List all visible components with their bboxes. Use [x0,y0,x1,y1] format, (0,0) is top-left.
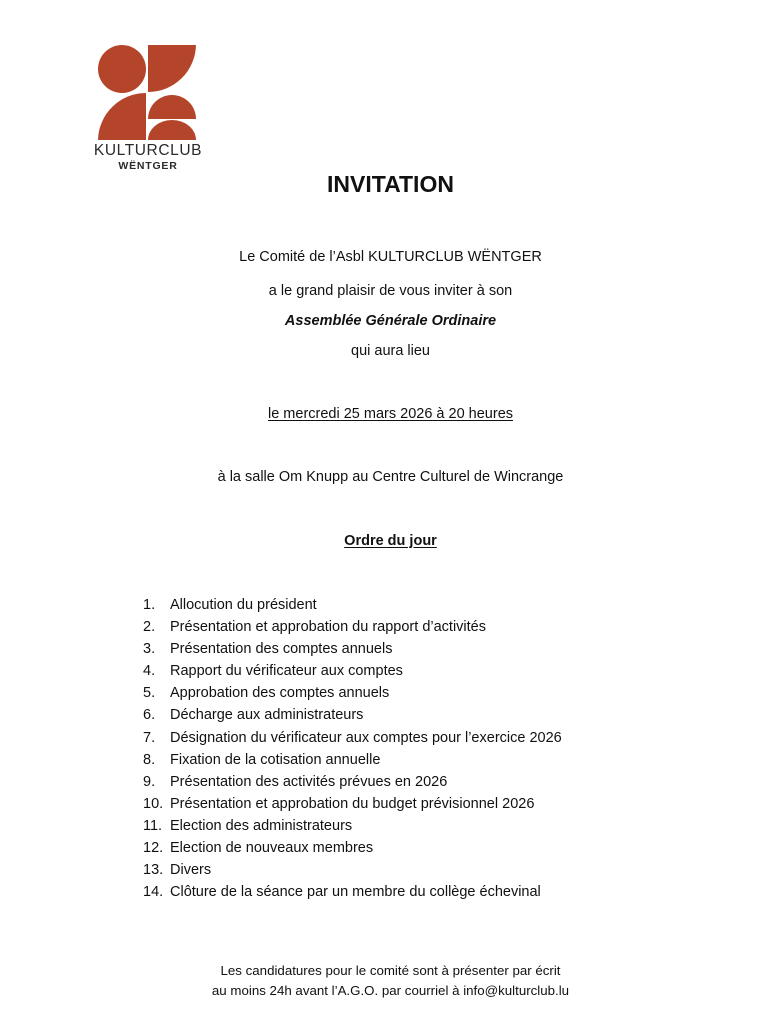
agenda-item: 2. Présentation et approbation du rapport d’activités [143,619,486,636]
event-name: Assemblée Générale Ordinaire [284,313,497,329]
event-date: le mercredi 25 mars 2026 à 20 heures [267,406,514,422]
agenda-item: 14. Clôture de la séance par un membre du collège échevinal [143,884,541,901]
intro-line-1: Le Comité de l’Asbl KULTURCLUB WËNTGER [239,249,542,265]
logo-name: KULTURCLUB [93,142,203,159]
footer-line-1: Les candidatures pour le comité sont à présenter par écrit [220,963,561,978]
intro-line-2: a le grand plaisir de vous inviter à son [268,283,513,299]
agenda-list [143,594,562,903]
agenda-item: 10. Présentation et approbation du budget prévisionnel 2026 [143,795,535,812]
agenda-item: 7. Désignation du vérificateur aux comptes pour l’exercice 2026 [143,729,562,746]
logo-subname: WËNTGER [118,160,178,172]
footer-line-2: au moins 24h avant l’A.G.O. par courriel à info@kulturclub.lu [211,983,570,998]
kulturclub-logo [78,40,218,172]
agenda-item: 9. Présentation des activités prévues en 2026 [143,773,448,790]
agenda-item: 12. Election de nouveaux membres [143,840,374,857]
agenda-item: 13. Divers [143,862,212,879]
agenda-item: 3. Présentation des comptes annuels [143,641,393,658]
page-title: INVITATION [327,171,454,197]
agenda-item: 1. Allocution du président [143,597,317,613]
agenda-item: 11. Election des administrateurs [143,817,353,834]
agenda-item: 4. Rapport du vérificateur aux comptes [143,663,403,680]
footer-note [0,961,781,1001]
agenda-item: 8. Fixation de la cotisation annuelle [143,751,381,768]
logo-mark-icon [98,40,198,140]
agenda-item: 5. Approbation des comptes annuels [143,685,390,702]
agenda-heading: Ordre du jour [344,533,437,549]
event-location: à la salle Om Knupp au Centre Culturel de Wincrange [217,469,564,485]
intro-line-4: qui aura lieu [351,343,430,359]
agenda-item: 6. Décharge aux administrateurs [143,707,364,724]
